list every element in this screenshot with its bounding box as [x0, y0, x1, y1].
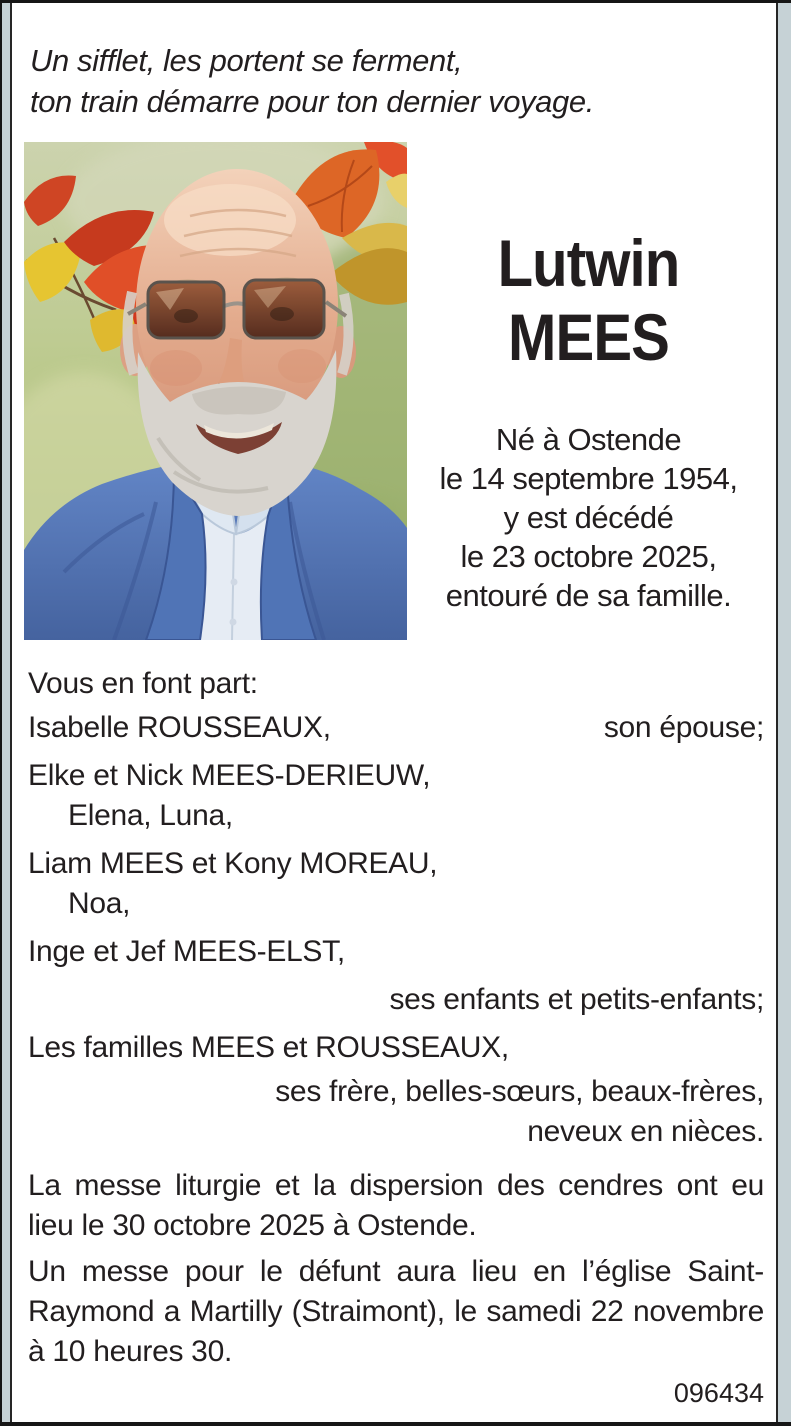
family-line — [28, 796, 764, 836]
quote-line-2: ton train démarre pour ton dernier voyage. — [30, 84, 594, 119]
family-line — [28, 1028, 764, 1068]
obituary-notice — [10, 3, 778, 1422]
family-member: Les familles MEES et ROUSSEAUX, — [28, 1031, 509, 1064]
family-line — [28, 884, 764, 924]
announcement-intro: Vous en font part: — [28, 667, 258, 700]
top-rule — [0, 0, 791, 3]
family-member: Elena, Luna, — [68, 799, 233, 832]
portrait-photo — [24, 142, 407, 640]
vitals-line: entouré de sa famille. — [445, 578, 732, 613]
bottom-rule — [0, 1422, 791, 1426]
vitals-line: le 23 octobre 2025, — [460, 539, 717, 574]
vitals-line: le 14 septembre 1954, — [439, 461, 738, 496]
family-member: Noa, — [68, 887, 131, 920]
relation-label: neveux en nièces. — [527, 1115, 764, 1148]
family-announcement — [20, 664, 770, 1152]
ceremony-paragraph-2: Un messe pour le défunt aura lieu en l’église Saint-Raymond a Martilly (Straimont), le samedi 22 novembre à 10 heures 30. — [28, 1255, 764, 1368]
vitals-line: Né à Ostende — [495, 422, 682, 457]
family-member: Elke et Nick MEES-DERIEUW, — [28, 759, 431, 792]
ceremony-paragraph-1: La messe liturgie et la dispersion des cendres ont eu lieu le 30 octobre 2025 à Ostende. — [28, 1169, 764, 1242]
birth-death-details — [407, 420, 770, 615]
relation-label: ses frère, belles-sœurs, beaux-frères, — [275, 1075, 764, 1108]
family-line — [28, 980, 764, 1020]
epitaph-quote — [20, 40, 770, 122]
vitals-line: y est décédé — [503, 500, 674, 535]
identity-column — [407, 142, 770, 640]
relation-label: ses enfants et petits-enfants; — [389, 983, 764, 1016]
family-line — [28, 756, 764, 796]
family-line — [28, 932, 764, 972]
portrait-illustration — [24, 142, 407, 640]
relation-label: son épouse; — [603, 711, 764, 744]
family-line — [28, 1112, 764, 1152]
mustache — [192, 386, 286, 414]
left-edge-rule — [0, 0, 2, 1426]
family-member: Liam MEES et Kony MOREAU, — [28, 847, 438, 880]
family-member: Inge et Jef MEES-ELST, — [28, 935, 345, 968]
family-member: Isabelle ROUSSEAUX, — [28, 711, 331, 744]
deceased-first-name: Lutwin — [497, 226, 680, 300]
family-line — [28, 1072, 764, 1112]
family-line — [28, 844, 764, 884]
deceased-last-name: MEES — [507, 300, 670, 374]
family-line — [28, 708, 764, 748]
photo-and-identity-row — [20, 142, 770, 640]
quote-line-1: Un sifflet, les portent se ferment, — [30, 43, 463, 78]
reference-number: 096434 — [673, 1378, 764, 1408]
